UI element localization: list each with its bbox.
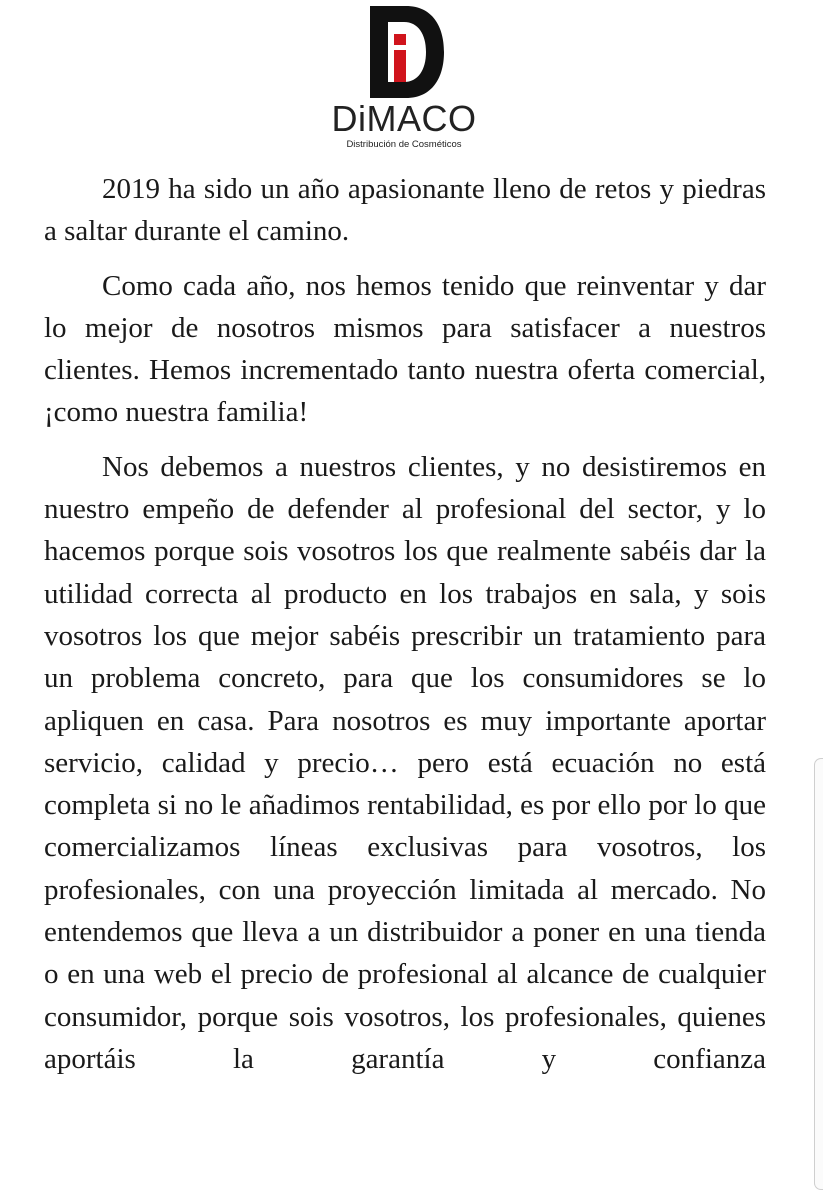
dimaco-logo-mark [366,4,446,100]
logo-letter-i-dot [394,34,406,45]
paragraph-2: Como cada año, nos hemos tenido que reinventar y dar lo mejor de nosotros mismos para satisfacer a nuestros clientes. Hemos incrementado tanto nuestra oferta comercial, ¡como nuestra familia! [44,269,766,429]
paragraph-3: Nos debemos a nuestros clientes, y no desistiremos en nuestro empeño de defender al profesional del sector, y lo hacemos porque sois vosotros los que realmente sabéis dar la utilidad correcta al producto en los trabajos en sala, y sois vosotros los que mejor sabéis prescribir un tratamiento para un problema concreto, para que los consumidores se lo apliquen en casa. Para nosotros es muy importante aportar servicio, calidad y precio… pero está ecuación no está completa si no le añadimos rentabilidad, es por ello por lo que comercializamos líneas exclusivas para vosotros, los profesionales, con una proyección limitada al mercado. No entendemos que lleva a un distribuidor a poner en una tienda o en una web el precio de profesional al alcance de cualquier consumidor, porque sois vosotros, los profesionales, quienes aportáis la garantía y confianza [44,450,766,1075]
scroll-handle[interactable] [814,758,823,1190]
letter-body [44,168,766,1092]
logo-tagline: Distribución de Cosméticos [346,139,462,150]
logo-letter-i-stem [394,50,406,82]
logo-name: DiMACO [331,98,477,139]
logo-letter-d [370,6,444,98]
paragraph-1: 2019 ha sido un año apasionante lleno de retos y piedras a saltar durante el camino. [44,173,766,248]
dimaco-logo [318,4,490,154]
